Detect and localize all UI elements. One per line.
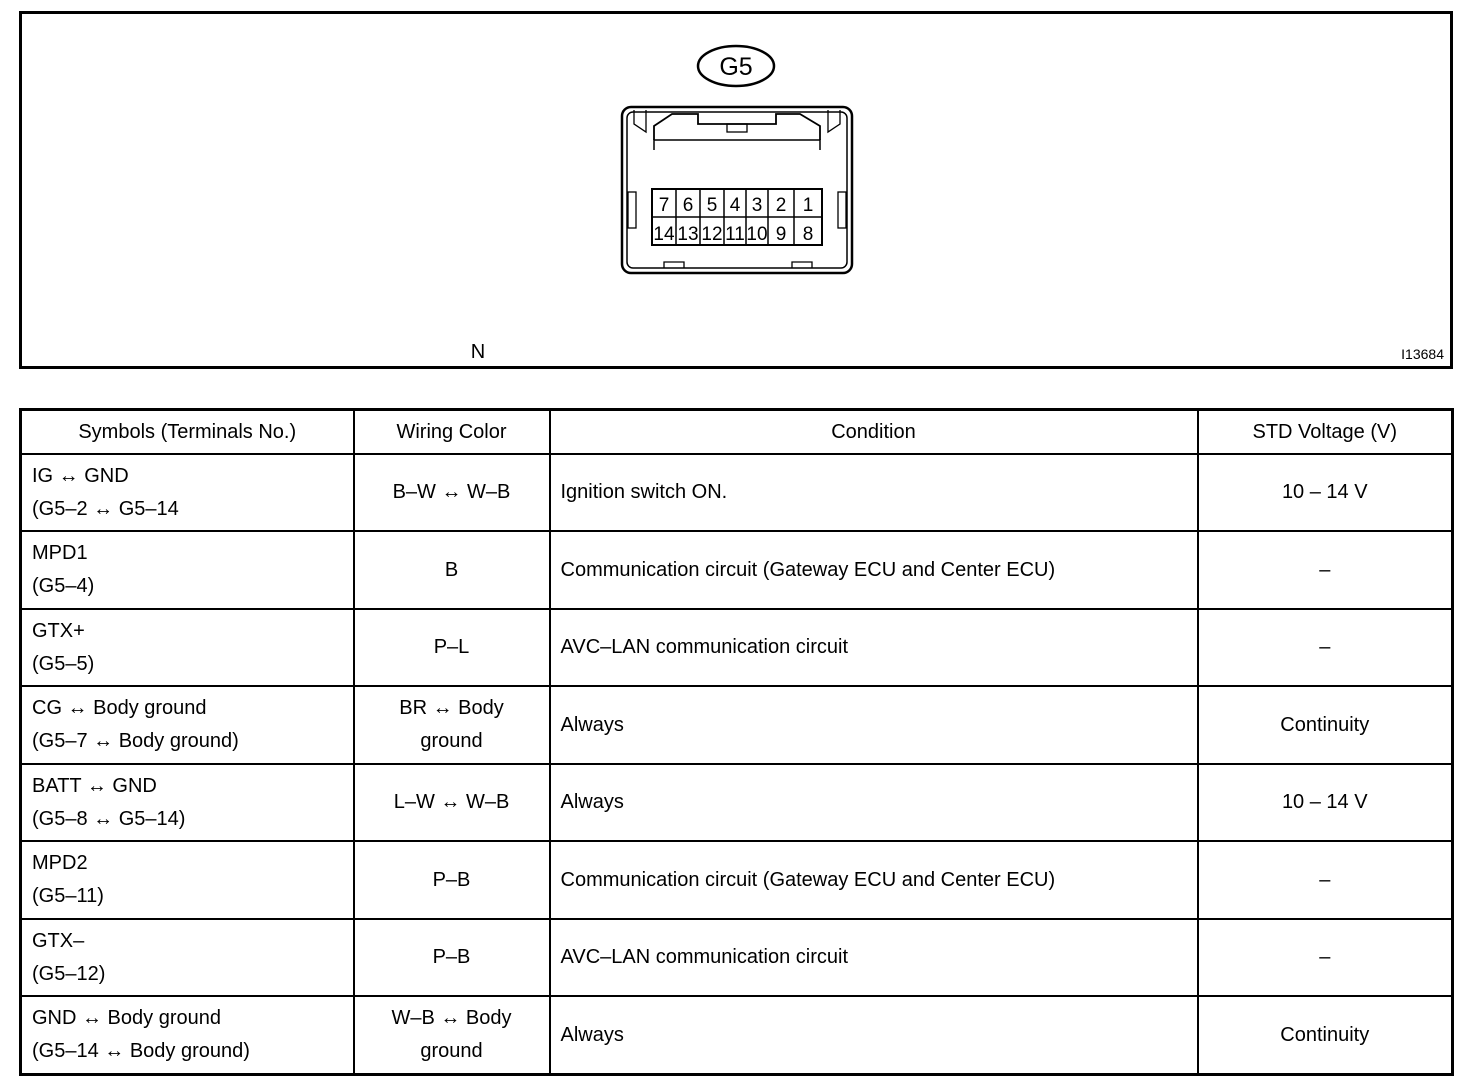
- wiring-color-cell: [354, 996, 550, 1074]
- pin-number: 1: [802, 195, 814, 216]
- table-row: [21, 531, 1453, 608]
- symbol-cell: [21, 996, 354, 1074]
- table-row: [21, 841, 1453, 918]
- std-voltage-cell: 10 – 14 V: [1198, 764, 1453, 841]
- wiring-color-cell: [354, 531, 550, 608]
- symbol-terminals: (G5–4): [32, 575, 95, 598]
- symbol-name: GND ↔ Body ground: [32, 1007, 221, 1030]
- pin-number: 10: [746, 224, 768, 245]
- wiring-color-cell: [354, 609, 550, 686]
- condition-cell: Communication circuit (Gateway ECU and Center ECU): [550, 531, 1198, 608]
- figure-ref-code: I13684: [1401, 346, 1444, 362]
- wiring-color-cell: [354, 686, 550, 763]
- connector-figure: [19, 11, 1453, 369]
- pin-number: 7: [658, 195, 670, 216]
- symbol-cell: [21, 609, 354, 686]
- latch-tab: [727, 124, 747, 132]
- wiring-color-line1: P–B: [432, 868, 471, 891]
- connector-latch: [654, 114, 820, 140]
- pin-number: 12: [701, 224, 723, 245]
- connector-id-text: G5: [719, 53, 753, 81]
- std-voltage-cell: –: [1198, 531, 1453, 608]
- symbol-terminals: (G5–11): [32, 885, 104, 908]
- table-row: [21, 454, 1453, 531]
- std-voltage-cell: –: [1198, 919, 1453, 996]
- symbol-name: IG ↔ GND: [32, 464, 129, 487]
- symbol-cell: [21, 531, 354, 608]
- condition-cell: AVC–LAN communication circuit: [550, 919, 1198, 996]
- table-header-row: [21, 410, 1453, 455]
- wiring-color-cell: [354, 764, 550, 841]
- symbol-name: CG ↔ Body ground: [32, 697, 207, 720]
- std-voltage-cell: 10 – 14 V: [1198, 454, 1453, 531]
- std-voltage-cell: –: [1198, 841, 1453, 918]
- wiring-color-line1: B–W ↔ W–B: [392, 481, 511, 504]
- wiring-color-line1: B: [444, 558, 459, 581]
- pin-number: 6: [682, 195, 694, 216]
- pin-number: 9: [775, 224, 787, 245]
- pin-number: 14: [653, 224, 675, 245]
- wiring-color-line1: P–L: [433, 636, 470, 659]
- condition-cell: Ignition switch ON.: [550, 454, 1198, 531]
- table-row: [21, 764, 1453, 841]
- condition-cell: Always: [550, 686, 1198, 763]
- terminal-spec-table: [19, 408, 1454, 1076]
- wiring-color-line1: BR ↔ Body: [399, 697, 504, 720]
- wiring-color-cell: [354, 841, 550, 918]
- wiring-color-line2: ground: [420, 1040, 483, 1063]
- header-condition: Condition: [550, 410, 1198, 455]
- pin-labels: [653, 195, 813, 245]
- corner-label: N: [470, 341, 486, 363]
- wiring-color-line1: P–B: [432, 946, 471, 969]
- wiring-color-line1: W–B ↔ Body: [391, 1007, 512, 1030]
- symbol-terminals: (G5–14 ↔ Body ground): [32, 1040, 250, 1063]
- condition-cell: Communication circuit (Gateway ECU and Center ECU): [550, 841, 1198, 918]
- symbol-cell: [21, 919, 354, 996]
- table-row: [21, 609, 1453, 686]
- condition-cell: Always: [550, 764, 1198, 841]
- pin-number: 11: [725, 224, 745, 245]
- pin-number: 5: [706, 195, 718, 216]
- symbol-cell: [21, 764, 354, 841]
- wiring-color-cell: [354, 919, 550, 996]
- wiring-color-cell: [354, 454, 550, 531]
- connector-drawing: [22, 14, 1450, 366]
- side-key-right: [838, 192, 846, 228]
- pin-number: 13: [677, 224, 699, 245]
- symbol-name: MPD2: [32, 852, 88, 875]
- symbol-name: BATT ↔ GND: [32, 774, 157, 797]
- symbol-terminals: (G5–8 ↔ G5–14): [32, 807, 186, 830]
- symbol-cell: [21, 686, 354, 763]
- std-voltage-cell: Continuity: [1198, 996, 1453, 1074]
- header-std-voltage: STD Voltage (V): [1198, 410, 1453, 455]
- pin-number: 4: [729, 195, 741, 216]
- symbol-terminals: (G5–5): [32, 652, 95, 675]
- condition-cell: AVC–LAN communication circuit: [550, 609, 1198, 686]
- pin-number: 8: [802, 224, 814, 245]
- symbol-cell: [21, 841, 354, 918]
- pin-number: 3: [751, 195, 763, 216]
- symbol-terminals: (G5–2 ↔ G5–14: [32, 497, 179, 520]
- std-voltage-cell: –: [1198, 609, 1453, 686]
- table-row: [21, 996, 1453, 1074]
- side-key-left: [628, 192, 636, 228]
- condition-cell: Always: [550, 996, 1198, 1074]
- symbol-name: GTX+: [32, 619, 85, 642]
- symbol-name: GTX–: [32, 929, 85, 952]
- std-voltage-cell: Continuity: [1198, 686, 1453, 763]
- symbol-terminals: (G5–12): [32, 962, 106, 985]
- table-row: [21, 686, 1453, 763]
- wiring-color-line2: ground: [420, 730, 483, 753]
- header-symbols: Symbols (Terminals No.): [21, 410, 354, 455]
- wiring-color-line1: L–W ↔ W–B: [393, 791, 510, 814]
- symbol-name: MPD1: [32, 542, 88, 565]
- symbol-cell: [21, 454, 354, 531]
- symbol-terminals: (G5–7 ↔ Body ground): [32, 730, 239, 753]
- header-wiring-color: Wiring Color: [354, 410, 550, 455]
- table-row: [21, 919, 1453, 996]
- pin-number: 2: [775, 195, 787, 216]
